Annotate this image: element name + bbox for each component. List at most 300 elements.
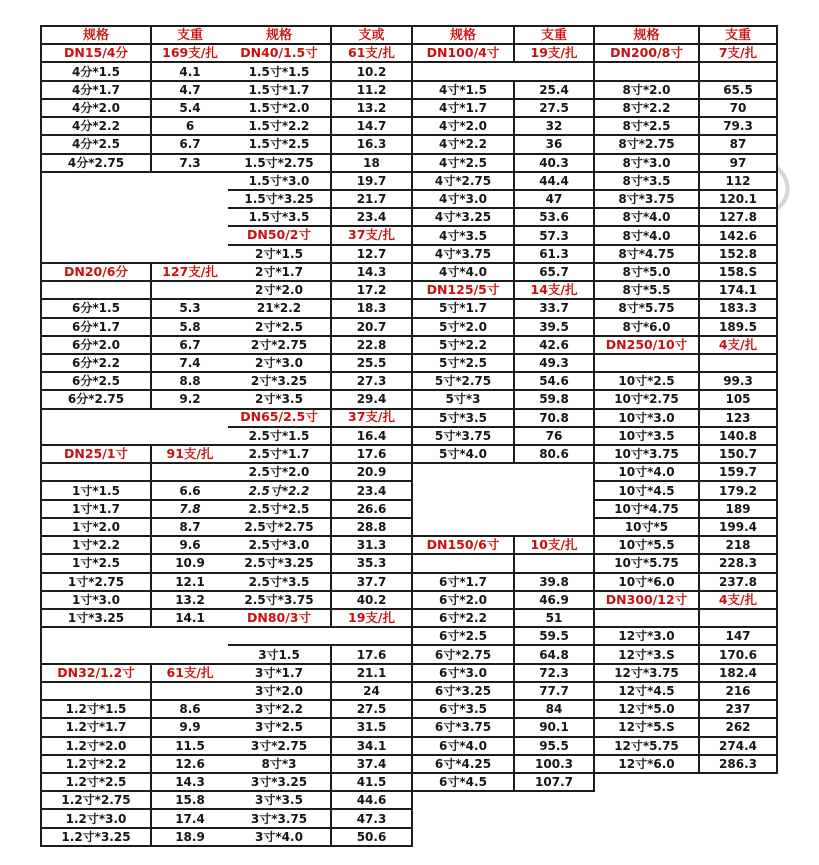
empty-merged-cell xyxy=(413,63,595,81)
weight-cell: 216 xyxy=(700,683,778,701)
spec-cell: 6分*2.5 xyxy=(42,373,152,391)
spec-cell: 4分*2.5 xyxy=(42,136,152,154)
spec-cell: 1寸*2.2 xyxy=(42,537,152,555)
spec-cell: 1.2寸*3.0 xyxy=(42,810,152,828)
weight-cell: 95.5 xyxy=(515,738,595,756)
weight-cell: 26.6 xyxy=(332,501,413,519)
weight-cell: 19.7 xyxy=(332,173,413,191)
weight-cell: 18 xyxy=(332,155,413,173)
spec-cell: 6寸*2.0 xyxy=(413,592,515,610)
weight-cell: 23.4 xyxy=(332,482,413,500)
spec-cell: 2.5寸*2.5 xyxy=(228,501,332,519)
spec-cell: 2.5寸*1.5 xyxy=(228,428,332,446)
spec-cell: 4分*2.0 xyxy=(42,100,152,118)
spec-cell: 10寸*3.5 xyxy=(595,428,700,446)
weight-cell: 6.7 xyxy=(152,337,230,355)
weight-cell: 100.3 xyxy=(515,756,595,774)
spec-cell: 10寸*4.0 xyxy=(595,464,700,482)
spec-cell: 12寸*3.75 xyxy=(595,665,700,683)
empty-spec-cell xyxy=(595,63,700,81)
weight-cell: 39.5 xyxy=(515,319,595,337)
section-weight-cell: 37支/扎 xyxy=(332,227,413,245)
weight-cell: 11.2 xyxy=(332,82,413,100)
weight-cell: 37.7 xyxy=(332,574,413,592)
weight-cell: 10.2 xyxy=(332,63,413,81)
spec-cell: 8寸*5.5 xyxy=(595,282,700,300)
weight-cell: 152.8 xyxy=(700,246,778,264)
spec-cell: 2.5寸*3.5 xyxy=(228,574,332,592)
section-spec-cell: DN250/10寸 xyxy=(595,337,700,355)
weight-cell: 14.3 xyxy=(332,264,413,282)
empty-merged-cell xyxy=(42,410,230,446)
weight-cell: 112 xyxy=(700,173,778,191)
weight-cell: 79.3 xyxy=(700,118,778,136)
weight-cell: 65.5 xyxy=(700,82,778,100)
weight-cell: 24 xyxy=(332,683,413,701)
empty-spec-cell xyxy=(595,610,700,628)
section-spec-cell: DN80/3寸 xyxy=(228,610,332,628)
section-spec-cell: DN65/2.5寸 xyxy=(228,410,332,428)
section-spec-cell: DN20/6分 xyxy=(42,264,152,282)
spec-cell: 5寸*2.2 xyxy=(413,337,515,355)
spec-cell: 10寸*3.0 xyxy=(595,410,700,428)
table-pair-1 xyxy=(40,25,230,847)
spec-cell: 10寸*5 xyxy=(595,519,700,537)
weight-cell: 150.7 xyxy=(700,446,778,464)
spec-cell: 8寸*3.5 xyxy=(595,173,700,191)
weight-column-header: 支或 xyxy=(332,27,413,45)
weight-cell: 99.3 xyxy=(700,373,778,391)
spec-cell: 1寸*3.25 xyxy=(42,610,152,628)
weight-cell: 5.8 xyxy=(152,319,230,337)
weight-cell: 8.7 xyxy=(152,519,230,537)
table-pair-4 xyxy=(595,25,778,774)
spec-cell: 2.5寸*2.0 xyxy=(228,464,332,482)
weight-cell: 72.3 xyxy=(515,665,595,683)
weight-cell: 64.8 xyxy=(515,646,595,664)
spec-cell: 6分*2.0 xyxy=(42,337,152,355)
weight-cell: 142.6 xyxy=(700,227,778,245)
weight-cell: 42.6 xyxy=(515,337,595,355)
weight-cell: 6.7 xyxy=(152,136,230,154)
spec-cell: 1.5寸*1.7 xyxy=(228,82,332,100)
weight-cell: 17.4 xyxy=(152,810,230,828)
weight-column-header: 支重 xyxy=(700,27,778,45)
spec-cell: 5寸*2.75 xyxy=(413,373,515,391)
section-spec-cell: DN40/1.5寸 xyxy=(228,45,332,63)
section-weight-cell: 37支/扎 xyxy=(332,410,413,428)
empty-merged-cell xyxy=(42,628,230,664)
spec-cell: 5寸*3 xyxy=(413,391,515,409)
spec-cell: 12寸*6.0 xyxy=(595,756,700,774)
spec-cell: 4寸*1.5 xyxy=(413,82,515,100)
weight-cell: 76 xyxy=(515,428,595,446)
weight-cell: 159.7 xyxy=(700,464,778,482)
weight-cell: 33.7 xyxy=(515,300,595,318)
weight-cell: 31.3 xyxy=(332,537,413,555)
weight-cell: 20.7 xyxy=(332,319,413,337)
weight-cell: 5.3 xyxy=(152,300,230,318)
spec-cell: 2寸*3.25 xyxy=(228,373,332,391)
spec-cell: 2.5寸*3.25 xyxy=(228,555,332,573)
weight-cell: 5.4 xyxy=(152,100,230,118)
spec-cell: 12寸*5.S xyxy=(595,719,700,737)
weight-cell: 158.S xyxy=(700,264,778,282)
spec-cell: 1.5寸*3.5 xyxy=(228,209,332,227)
weight-cell: 54.6 xyxy=(515,373,595,391)
section-spec-cell: DN15/4分 xyxy=(42,45,152,63)
weight-cell: 50.6 xyxy=(332,829,413,847)
weight-cell: 8.6 xyxy=(152,701,230,719)
section-spec-cell: DN150/6寸 xyxy=(413,537,515,555)
weight-cell: 127.8 xyxy=(700,209,778,227)
spec-cell: 5寸*3.5 xyxy=(413,410,515,428)
spec-cell: 1寸*2.75 xyxy=(42,574,152,592)
weight-cell: 27.5 xyxy=(332,701,413,719)
section-weight-cell: 19支/扎 xyxy=(332,610,413,628)
spec-cell: 1.2寸*2.2 xyxy=(42,756,152,774)
spec-cell: 2.5寸*2.2 xyxy=(228,482,332,500)
table-pair-2 xyxy=(228,25,413,847)
weight-cell: 47.3 xyxy=(332,810,413,828)
weight-cell: 174.1 xyxy=(700,282,778,300)
weight-cell: 31.5 xyxy=(332,719,413,737)
empty-merged-cell xyxy=(413,464,595,537)
weight-cell: 34.1 xyxy=(332,738,413,756)
spec-cell: 1.2寸*3.25 xyxy=(42,829,152,847)
weight-cell: 59.5 xyxy=(515,628,595,646)
spec-cell: 1.2寸*2.5 xyxy=(42,774,152,792)
section-weight-cell: 91支/扎 xyxy=(152,446,230,464)
spec-cell: 2.5寸*3.0 xyxy=(228,537,332,555)
spec-cell: 6分*1.7 xyxy=(42,319,152,337)
spec-cell: 8寸*6.0 xyxy=(595,319,700,337)
spec-cell: 6寸*3.25 xyxy=(413,683,515,701)
weight-cell: 77.7 xyxy=(515,683,595,701)
weight-cell: 123 xyxy=(700,410,778,428)
spec-cell: 4寸*3.25 xyxy=(413,209,515,227)
spec-cell: 3寸*3.25 xyxy=(228,774,332,792)
weight-cell: 7.3 xyxy=(152,155,230,173)
weight-cell: 32 xyxy=(515,118,595,136)
weight-cell: 59.8 xyxy=(515,391,595,409)
spec-cell: 2寸*3.5 xyxy=(228,391,332,409)
weight-cell: 140.8 xyxy=(700,428,778,446)
weight-cell: 21.7 xyxy=(332,191,413,209)
section-spec-cell: DN50/2寸 xyxy=(228,227,332,245)
spec-cell: 10寸*3.75 xyxy=(595,446,700,464)
weight-cell: 183.3 xyxy=(700,300,778,318)
section-weight-cell: 19支/扎 xyxy=(515,45,595,63)
spec-cell: 10寸*2.5 xyxy=(595,373,700,391)
spec-cell: 8寸*4.0 xyxy=(595,227,700,245)
empty-spec-cell xyxy=(42,464,152,482)
weight-cell: 13.2 xyxy=(152,592,230,610)
spec-cell: 1.5寸*2.0 xyxy=(228,100,332,118)
section-spec-cell: DN32/1.2寸 xyxy=(42,665,152,683)
weight-cell: 23.4 xyxy=(332,209,413,227)
section-weight-cell: 61支/扎 xyxy=(152,665,230,683)
weight-cell: 18.3 xyxy=(332,300,413,318)
spec-cell: 3寸*1.7 xyxy=(228,665,332,683)
spec-cell: 6寸*4.5 xyxy=(413,774,515,792)
weight-cell: 10.9 xyxy=(152,555,230,573)
spec-cell: 10寸*2.75 xyxy=(595,391,700,409)
weight-cell: 97 xyxy=(700,155,778,173)
spec-cell: 8寸*2.75 xyxy=(595,136,700,154)
spec-column-header: 规格 xyxy=(413,27,515,45)
spec-cell: 10寸*5.75 xyxy=(595,555,700,573)
weight-cell: 57.3 xyxy=(515,227,595,245)
weight-column-header: 支重 xyxy=(152,27,230,45)
section-weight-cell: 169支/扎 xyxy=(152,45,230,63)
weight-cell: 4.1 xyxy=(152,63,230,81)
weight-cell: 274.4 xyxy=(700,738,778,756)
spec-cell: 4寸*2.75 xyxy=(413,173,515,191)
weight-cell: 40.2 xyxy=(332,592,413,610)
spec-cell: 5寸*3.75 xyxy=(413,428,515,446)
spec-cell: 10寸*4.75 xyxy=(595,501,700,519)
spec-cell: 4分*1.5 xyxy=(42,63,152,81)
weight-cell: 17.6 xyxy=(332,646,413,664)
spec-cell: 2寸*2.0 xyxy=(228,282,332,300)
weight-cell: 199.4 xyxy=(700,519,778,537)
spec-cell: 6分*1.5 xyxy=(42,300,152,318)
weight-cell: 182.4 xyxy=(700,665,778,683)
spec-cell: 4寸*2.2 xyxy=(413,136,515,154)
empty-weight-cell xyxy=(152,282,230,300)
weight-cell: 84 xyxy=(515,701,595,719)
empty-weight-cell xyxy=(152,464,230,482)
spec-cell: 4寸*2.5 xyxy=(413,155,515,173)
spec-cell: 2.5寸*1.7 xyxy=(228,446,332,464)
weight-cell: 90.1 xyxy=(515,719,595,737)
spec-cell: 1寸*2.5 xyxy=(42,555,152,573)
spec-cell: 4寸*2.0 xyxy=(413,118,515,136)
empty-merged-cell xyxy=(228,628,413,646)
weight-cell: 87 xyxy=(700,136,778,154)
weight-cell: 12.1 xyxy=(152,574,230,592)
weight-cell: 14.3 xyxy=(152,774,230,792)
weight-cell: 6 xyxy=(152,118,230,136)
weight-cell: 70.8 xyxy=(515,410,595,428)
spec-cell: 3寸*3.5 xyxy=(228,792,332,810)
spec-cell: 3寸*2.75 xyxy=(228,738,332,756)
weight-cell: 28.8 xyxy=(332,519,413,537)
weight-cell: 13.2 xyxy=(332,100,413,118)
weight-cell: 20.9 xyxy=(332,464,413,482)
weight-cell: 80.6 xyxy=(515,446,595,464)
spec-cell: 1.2寸*2.0 xyxy=(42,738,152,756)
spec-cell: 1寸*2.0 xyxy=(42,519,152,537)
weight-cell: 16.3 xyxy=(332,136,413,154)
weight-cell: 14.1 xyxy=(152,610,230,628)
spec-cell: 3寸*4.0 xyxy=(228,829,332,847)
spec-cell: 5寸*2.5 xyxy=(413,355,515,373)
spec-column-header: 规格 xyxy=(228,27,332,45)
spec-cell: 3寸*2.0 xyxy=(228,683,332,701)
empty-spec-cell xyxy=(42,683,152,701)
spec-cell: 4分*2.2 xyxy=(42,118,152,136)
spec-cell: 2寸*1.7 xyxy=(228,264,332,282)
weight-cell: 7.8 xyxy=(152,501,230,519)
section-weight-cell: 127支/扎 xyxy=(152,264,230,282)
weight-cell: 47 xyxy=(515,191,595,209)
spec-cell: 12寸*5.75 xyxy=(595,738,700,756)
weight-cell: 9.2 xyxy=(152,391,230,409)
spec-cell: 1.5寸*1.5 xyxy=(228,63,332,81)
spec-cell: 6寸*3.0 xyxy=(413,665,515,683)
weight-cell: 7.4 xyxy=(152,355,230,373)
empty-spec-cell xyxy=(42,282,152,300)
empty-weight-cell xyxy=(152,683,230,701)
spec-cell: 4寸*3.0 xyxy=(413,191,515,209)
empty-spec-cell xyxy=(413,555,515,573)
empty-spec-cell xyxy=(595,355,700,373)
spec-cell: 8寸*4.75 xyxy=(595,246,700,264)
spec-cell: 1寸*1.5 xyxy=(42,482,152,500)
spec-cell: 3寸1.5 xyxy=(228,646,332,664)
weight-cell: 61.3 xyxy=(515,246,595,264)
weight-cell: 218 xyxy=(700,537,778,555)
spec-cell: 6分*2.75 xyxy=(42,391,152,409)
spec-cell: 6寸*3.5 xyxy=(413,701,515,719)
spec-cell: 10寸*5.5 xyxy=(595,537,700,555)
weight-cell: 70 xyxy=(700,100,778,118)
weight-cell: 37.4 xyxy=(332,756,413,774)
spec-cell: 2寸*2.75 xyxy=(228,337,332,355)
spec-cell: 12寸*3.S xyxy=(595,646,700,664)
section-weight-cell: 7支/扎 xyxy=(700,45,778,63)
spec-cell: 8寸*3.75 xyxy=(595,191,700,209)
spec-cell: 2寸*3.0 xyxy=(228,355,332,373)
weight-cell: 286.3 xyxy=(700,756,778,774)
weight-cell: 21.1 xyxy=(332,665,413,683)
spec-cell: 3寸*2.2 xyxy=(228,701,332,719)
spec-cell: 6寸*3.75 xyxy=(413,719,515,737)
weight-cell: 51 xyxy=(515,610,595,628)
spec-cell: 4寸*3.5 xyxy=(413,227,515,245)
section-weight-cell: 4支/扎 xyxy=(700,592,778,610)
weight-cell: 15.8 xyxy=(152,792,230,810)
spec-cell: 6寸*1.7 xyxy=(413,574,515,592)
weight-cell: 237.8 xyxy=(700,574,778,592)
spec-cell: 12寸*5.0 xyxy=(595,701,700,719)
spec-cell: 8寸*2.5 xyxy=(595,118,700,136)
weight-cell: 228.3 xyxy=(700,555,778,573)
spec-column-header: 规格 xyxy=(42,27,152,45)
spec-cell: 4寸*1.7 xyxy=(413,100,515,118)
weight-cell: 14.7 xyxy=(332,118,413,136)
weight-cell: 39.8 xyxy=(515,574,595,592)
section-spec-cell: DN125/5寸 xyxy=(413,282,515,300)
spec-cell: 5寸*4.0 xyxy=(413,446,515,464)
weight-cell: 170.6 xyxy=(700,646,778,664)
spec-cell: 1寸*3.0 xyxy=(42,592,152,610)
weight-cell: 18.9 xyxy=(152,829,230,847)
weight-cell: 65.7 xyxy=(515,264,595,282)
weight-cell: 36 xyxy=(515,136,595,154)
weight-cell: 9.6 xyxy=(152,537,230,555)
section-weight-cell: 4支/扎 xyxy=(700,337,778,355)
weight-cell: 44.6 xyxy=(332,792,413,810)
spec-cell: 2.5寸*3.75 xyxy=(228,592,332,610)
weight-cell: 4.7 xyxy=(152,82,230,100)
table-pair-3 xyxy=(413,25,595,792)
weight-cell: 41.5 xyxy=(332,774,413,792)
spec-cell: 4寸*3.75 xyxy=(413,246,515,264)
weight-cell: 11.5 xyxy=(152,738,230,756)
spec-column-header: 规格 xyxy=(595,27,700,45)
section-weight-cell: 10支/扎 xyxy=(515,537,595,555)
weight-cell: 189 xyxy=(700,501,778,519)
spec-cell: 2寸*2.5 xyxy=(228,319,332,337)
section-spec-cell: DN25/1寸 xyxy=(42,446,152,464)
weight-cell: 189.5 xyxy=(700,319,778,337)
spec-cell: 6寸*4.0 xyxy=(413,738,515,756)
weight-cell: 147 xyxy=(700,628,778,646)
spec-cell: 6分*2.2 xyxy=(42,355,152,373)
spec-cell: 1.5寸*3.0 xyxy=(228,173,332,191)
spec-cell: 1.5寸*2.5 xyxy=(228,136,332,154)
spec-cell: 8寸*2.2 xyxy=(595,100,700,118)
spec-cell: 10寸*4.5 xyxy=(595,482,700,500)
empty-weight-cell xyxy=(515,555,595,573)
spec-cell: 21*2.2 xyxy=(228,300,332,318)
weight-cell: 6.6 xyxy=(152,482,230,500)
spec-cell: 3寸*2.5 xyxy=(228,719,332,737)
weight-cell: 12.6 xyxy=(152,756,230,774)
spec-cell: 4分*2.75 xyxy=(42,155,152,173)
spec-cell: 5寸*2.0 xyxy=(413,319,515,337)
spec-cell: 4寸*4.0 xyxy=(413,264,515,282)
weight-column-header: 支重 xyxy=(515,27,595,45)
section-spec-cell: DN200/8寸 xyxy=(595,45,700,63)
spec-cell: 8寸*4.0 xyxy=(595,209,700,227)
spec-cell: 12寸*4.5 xyxy=(595,683,700,701)
spec-cell: 1.5寸*3.25 xyxy=(228,191,332,209)
weight-cell: 29.4 xyxy=(332,391,413,409)
weight-cell: 25.4 xyxy=(515,82,595,100)
weight-cell: 12.7 xyxy=(332,246,413,264)
weight-cell: 262 xyxy=(700,719,778,737)
spec-cell: 1.2寸*1.7 xyxy=(42,719,152,737)
weight-cell: 8.8 xyxy=(152,373,230,391)
weight-cell: 49.3 xyxy=(515,355,595,373)
section-weight-cell: 14支/扎 xyxy=(515,282,595,300)
section-spec-cell: DN300/12寸 xyxy=(595,592,700,610)
section-spec-cell: DN100/4寸 xyxy=(413,45,515,63)
weight-cell: 46.9 xyxy=(515,592,595,610)
weight-cell: 40.3 xyxy=(515,155,595,173)
spec-cell: 1.5寸*2.2 xyxy=(228,118,332,136)
spec-cell: 12寸*3.0 xyxy=(595,628,700,646)
spec-cell: 8寸*3.0 xyxy=(595,155,700,173)
spec-cell: 4分*1.7 xyxy=(42,82,152,100)
weight-cell: 17.2 xyxy=(332,282,413,300)
weight-cell: 9.9 xyxy=(152,719,230,737)
weight-cell: 35.3 xyxy=(332,555,413,573)
weight-cell: 237 xyxy=(700,701,778,719)
spec-cell: 6寸*4.25 xyxy=(413,756,515,774)
spec-cell: 1寸*1.7 xyxy=(42,501,152,519)
spec-cell: 8寸*3 xyxy=(228,756,332,774)
weight-cell: 17.6 xyxy=(332,446,413,464)
spec-cell: 1.2寸*2.75 xyxy=(42,792,152,810)
spec-cell: 3寸*3.75 xyxy=(228,810,332,828)
spec-cell: 2寸*1.5 xyxy=(228,246,332,264)
weight-cell: 53.6 xyxy=(515,209,595,227)
